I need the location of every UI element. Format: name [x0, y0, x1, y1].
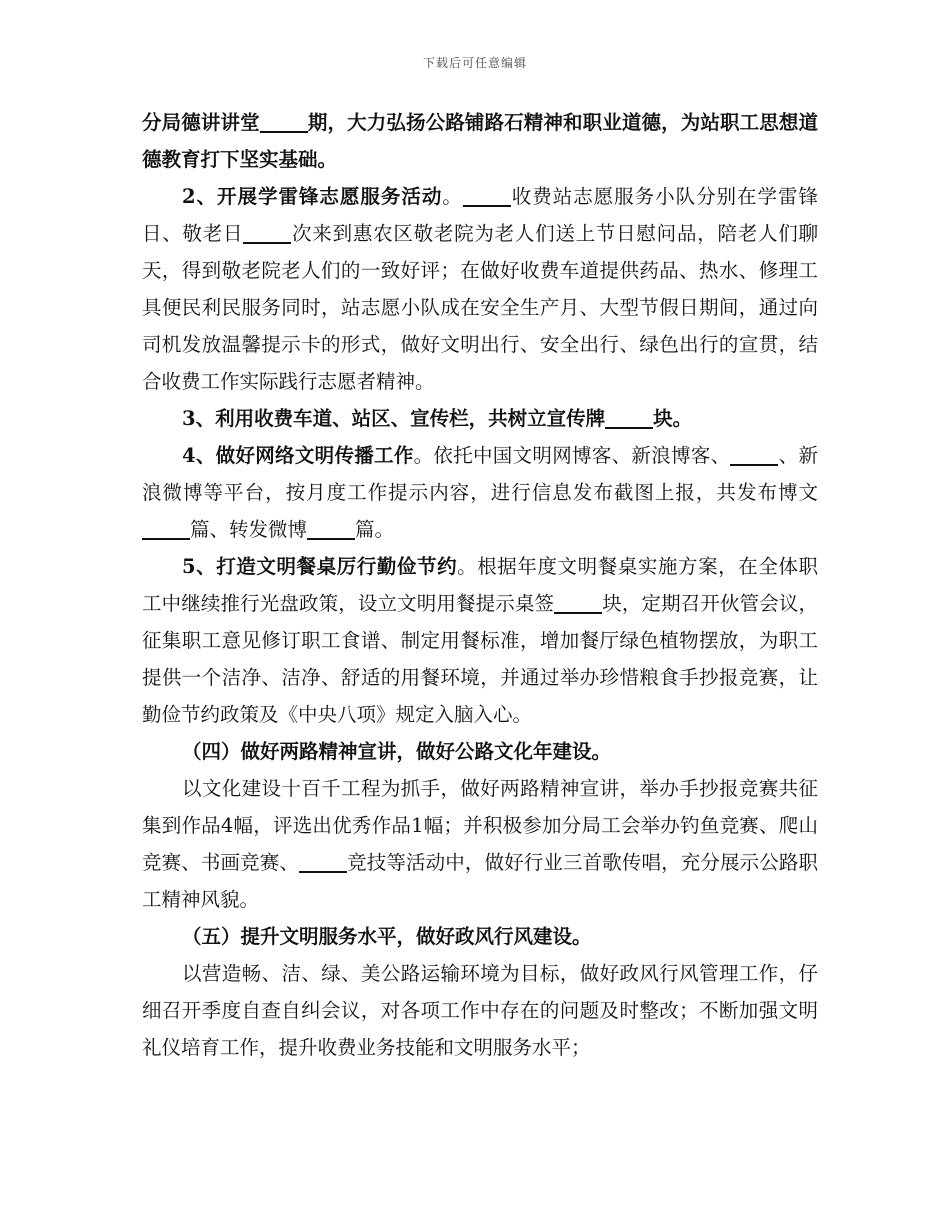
p4-text-a: 。依托中国文明网博客、新浪博客、: [413, 444, 731, 467]
section-heading-4: （四）做好两路精神宣讲，做好公路文化年建设。: [182, 740, 612, 763]
fill-blank: [463, 185, 511, 207]
p5-text-b: 块，定期召开伙管会议，征集职工意见修订职工食谱、制定用餐标准，增加餐厅绿色植物摆放，为职工提供一个洁净、洁净、舒适的用餐环境，并通过举办珍惜粮食手抄报竞赛，让勤俭节约政策及《中央八项》规定入脑入心。: [142, 592, 818, 726]
p2-text-c: 次来到惠农区敬老院为老人们送上节日慰问品，陪老人们聊天，得到敬老院老人们的一致好评；在做好收费车道提供药品、热水、修理工具便民利民服务同时，站志愿小队成在安全生产月、大型节假日期间，通过向司机发放温馨提示卡的形式，做好文明出行、安全出行、绿色出行的宣贯，结合收费工作实际践行志愿者精神。: [142, 222, 818, 393]
p2-text-b: 收费站志愿服务小队分别在学雷锋日、敬老日: [142, 185, 818, 245]
document-body: [142, 104, 818, 1066]
fill-blank: [307, 518, 355, 540]
p6-text-b: 竞技等活动中，做好行业三首歌传唱，充分展示公路职工精神风貌。: [142, 851, 818, 911]
p2-heading: 2、开展学雷锋志愿服务活动: [182, 185, 443, 208]
fill-blank: [605, 407, 653, 429]
fill-blank: [299, 851, 347, 873]
p4-text-d: 篇。: [355, 518, 395, 541]
fill-blank: [243, 222, 291, 244]
paragraph-7: 以营造畅、洁、绿、美公路运输环境为目标，做好政风行风管理工作，仔细召开季度自查自纠会议，对各项工作中存在的问题及时整改；不断加强文明礼仪培育工作，提升收费业务技能和文明服务水平；: [142, 962, 818, 1059]
p6-text-a: 以文化建设十百千工程为抓手，做好两路精神宣讲，举办手抄报竞赛共征集到作品4幅，评选出优秀作品1幅；并积极参加分局工会举办钓鱼竞赛、爬山竞赛、书画竞赛、: [142, 777, 818, 874]
fill-blank: [554, 592, 602, 614]
p5-heading: 5、打造文明餐桌厉行勤俭节约: [182, 555, 458, 578]
fill-blank: [142, 518, 190, 540]
p1-text-a: 分局德讲讲堂: [142, 111, 260, 134]
p3-tail: 块。: [653, 407, 693, 430]
fill-blank: [730, 444, 778, 466]
p4-text-c: 篇、转发微博: [190, 518, 308, 541]
fill-blank: [260, 111, 308, 133]
page-header: 下载后可任意编辑: [422, 56, 527, 70]
paragraph-2: [142, 178, 818, 400]
p1-text-b: 期，大力弘扬公路铺路石精神和职业道德，为站职工思想道德教育打下坚实基础。: [142, 111, 818, 171]
paragraph-5: [142, 548, 818, 733]
paragraph-4: [142, 437, 818, 548]
paragraph-1: [142, 104, 818, 178]
p4-text-b: 、新浪微博等平台，按月度工作提示内容，进行信息发布截图上报，共发布博文: [142, 444, 818, 504]
section-heading-5: （五）提升文明服务水平，做好政风行风建设。: [182, 925, 592, 948]
p3-heading: 3、利用收费车道、站区、宣传栏，共树立宣传牌: [182, 407, 606, 430]
paragraph-6: [142, 770, 818, 918]
p5-text-a: 。根据年度文明餐桌实施方案，在全体职工中继续推行光盘政策，设立文明用餐提示桌签: [142, 555, 818, 615]
paragraph-3: [142, 400, 818, 437]
p2-text-a: 。: [442, 185, 463, 208]
p4-heading: 4、做好网络文明传播工作: [182, 444, 414, 467]
